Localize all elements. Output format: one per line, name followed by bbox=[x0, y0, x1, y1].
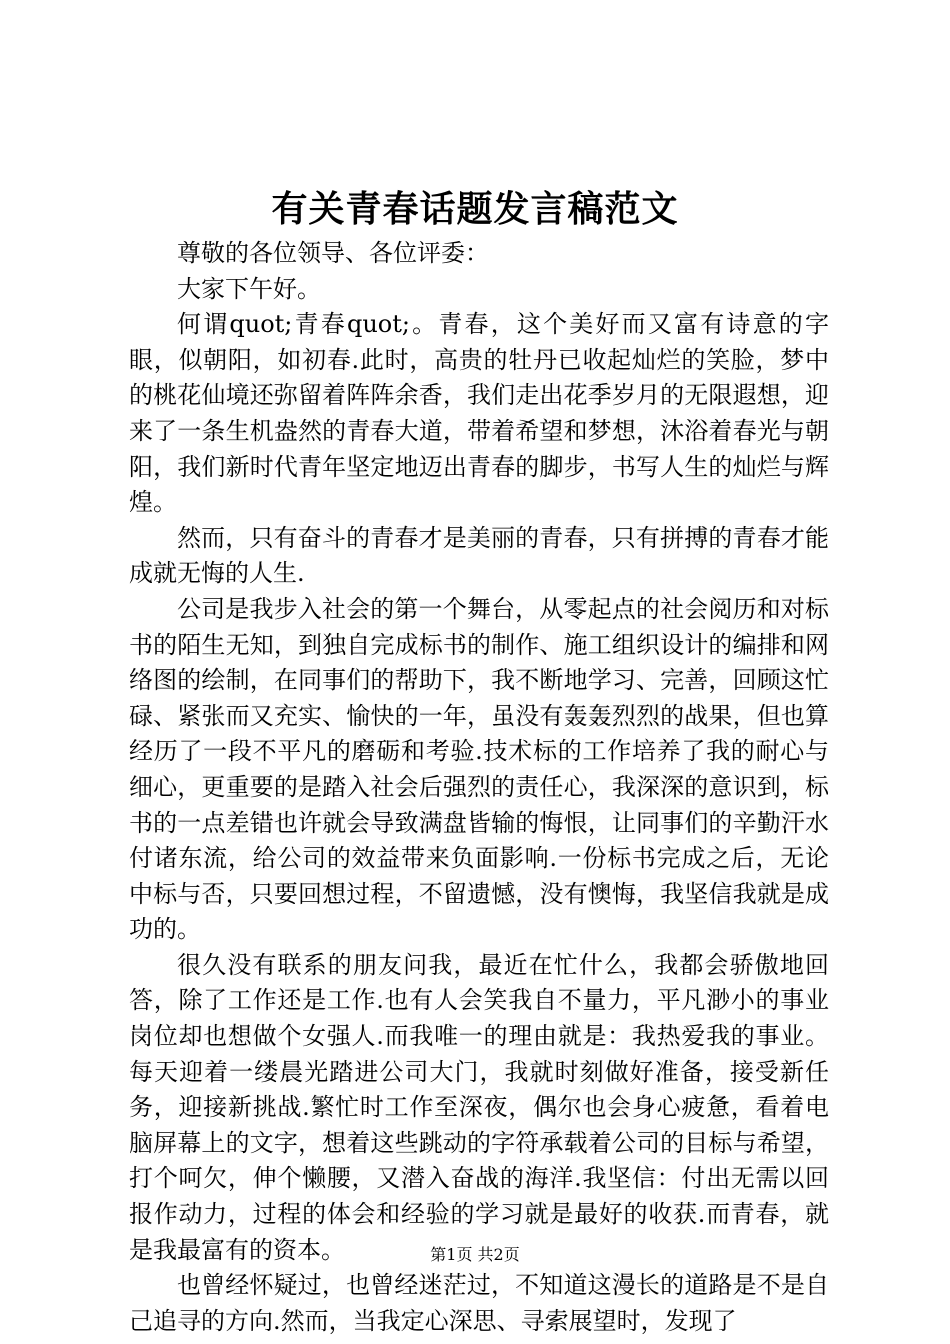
page-number-footer: 第1页 共2页 bbox=[430, 1245, 520, 1264]
paragraph-greeting: 大家下午好。 bbox=[177, 274, 321, 303]
paragraph: 然而，只有奋斗的青春才是美丽的青春，只有拼搏的青春才能成就无悔的人生. bbox=[129, 523, 829, 588]
paragraph: 公司是我步入社会的第一个舞台，从零起点的社会阅历和对标书的陌生无知，到独自完成标书的制作、施工组织设计的编排和网络图的绘制，在同事们的帮助下，我不断地学习、完善，回顾这忙碌、紧张而又充实、愉快的一年，虽没有轰轰烈烈的战果，但也算经历了一段不平凡的磨砺和考验.技术标的工作培养了我的耐心与细心，更重要的是踏入社会后强烈的责任心，我深深的意识到，标书的一点差错也许就会导致满盘皆输的悔恨，让同事们的辛勤汗水付诸东流，给公司的效益带来负面影响.一份标书完成之后，无论中标与否，只要回想过程，不留遗憾，没有懊悔，我坚信我就是成功的。 bbox=[129, 594, 829, 944]
page-title: 有关青春话题发言稿范文 bbox=[271, 188, 679, 230]
document-body bbox=[129, 236, 829, 1339]
paragraph: 何谓quot;青春quot;。青春，这个美好而又富有诗意的字眼，似朝阳，如初春.此时，高贵的牡丹已收起灿烂的笑脸，梦中的桃花仙境还弥留着阵阵余香，我们走出花季岁月的无限遐想，迎来了一条生机盎然的青春大道，带着希望和梦想，沐浴着春光与朝阳，我们新时代青年坚定地迈出青春的脚步，书写人生的灿烂与辉煌。 bbox=[129, 310, 829, 517]
paragraph: 很久没有联系的朋友问我，最近在忙什么，我都会骄傲地回答，除了工作还是工作.也有人会笑我自不量力，平凡渺小的事业岗位却也想做个女强人.而我唯一的理由就是：我热爱我的事业。每天迎着一缕晨光踏进公司大门，我就时刻做好准备，接受新任务，迎接新挑战.繁忙时工作至深夜，偶尔也会身心疲惫，看着电脑屏幕上的文字，想着这些跳动的字符承载着公司的目标与希望，打个呵欠，伸个懒腰，又潜入奋战的海洋.我坚信：付出无需以回报作动力，过程的体会和经验的学习就是最好的收获.而青春，就是我最富有的资本。 bbox=[129, 950, 829, 1264]
paragraph: 也曾经怀疑过，也曾经迷茫过，不知道这漫长的道路是不是自己追寻的方向.然而，当我定心深思、寻索展望时，发现了 bbox=[129, 1271, 829, 1335]
paragraph-salutation: 尊敬的各位领导、各位评委： bbox=[177, 239, 489, 267]
